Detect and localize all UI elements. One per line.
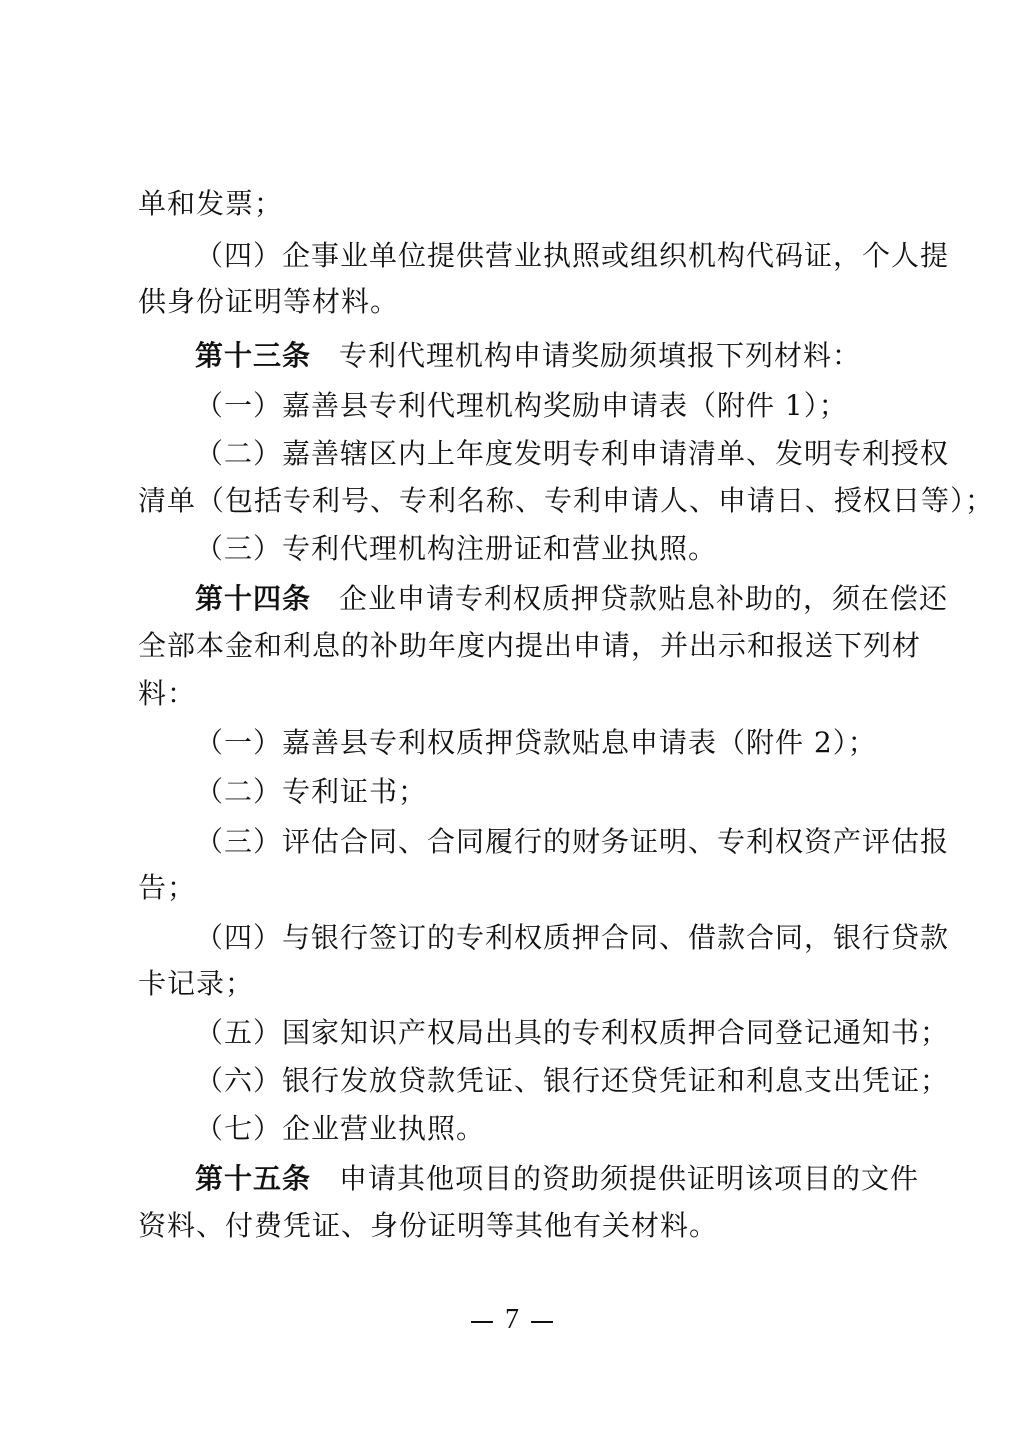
footer-dash-right bbox=[531, 1321, 553, 1323]
article-15-label: 第十五条 bbox=[195, 1162, 312, 1195]
article-13-label: 第十三条 bbox=[195, 339, 312, 372]
text-line: （一）嘉善县专利代理机构奖励申请表（附件 1）； bbox=[195, 389, 848, 422]
text-line: 料： bbox=[138, 677, 197, 710]
text-line: 清单（包括专利号、专利名称、专利申请人、申请日、授权日等）； bbox=[138, 484, 995, 517]
footer-dash-left bbox=[471, 1321, 493, 1323]
text-line: 单和发票； bbox=[138, 187, 284, 220]
text-line: （四）与银行签订的专利权质押合同、借款合同，银行贷款 bbox=[195, 921, 950, 954]
text-line: （二）专利证书； bbox=[195, 775, 428, 808]
text-line: 告； bbox=[138, 871, 197, 904]
text-line: 资料、付费凭证、身份证明等其他有关材料。 bbox=[138, 1209, 719, 1242]
text-line: （七）企业营业执照。 bbox=[195, 1112, 486, 1145]
text-line: （二）嘉善辖区内上年度发明专利申请清单、发明专利授权 bbox=[195, 437, 950, 470]
text-line: （三）专利代理机构注册证和营业执照。 bbox=[195, 532, 718, 565]
text-line: 全部本金和利息的补助年度内提出申请，并出示和报送下列材 bbox=[138, 629, 922, 662]
text-line: 卡记录； bbox=[138, 967, 255, 1000]
article-15 bbox=[195, 1159, 920, 1199]
page-footer bbox=[0, 1300, 1024, 1340]
text-line: （六）银行发放贷款凭证、银行还贷凭证和利息支出凭证； bbox=[195, 1064, 950, 1097]
article-14-label: 第十四条 bbox=[195, 582, 312, 615]
text-line: （五）国家知识产权局出具的专利权质押合同登记通知书； bbox=[195, 1016, 950, 1049]
text-line: （三）评估合同、合同履行的财务证明、专利权资产评估报 bbox=[195, 825, 950, 858]
page-number: 7 bbox=[505, 1304, 519, 1335]
article-15-text: 申请其他项目的资助须提供证明该项目的文件 bbox=[339, 1162, 920, 1195]
text-line: （四）企事业单位提供营业执照或组织机构代码证，个人提 bbox=[195, 239, 950, 272]
text-line: 供身份证明等材料。 bbox=[138, 285, 400, 318]
text-line: （一）嘉善县专利权质押贷款贴息申请表（附件 2）； bbox=[195, 726, 877, 759]
article-14 bbox=[195, 579, 949, 619]
article-13 bbox=[195, 336, 898, 376]
article-14-text: 企业申请专利权质押贷款贴息补助的，须在偿还 bbox=[339, 582, 949, 615]
article-13-text: 专利代理机构申请奖励须填报下列材料： bbox=[339, 339, 862, 372]
